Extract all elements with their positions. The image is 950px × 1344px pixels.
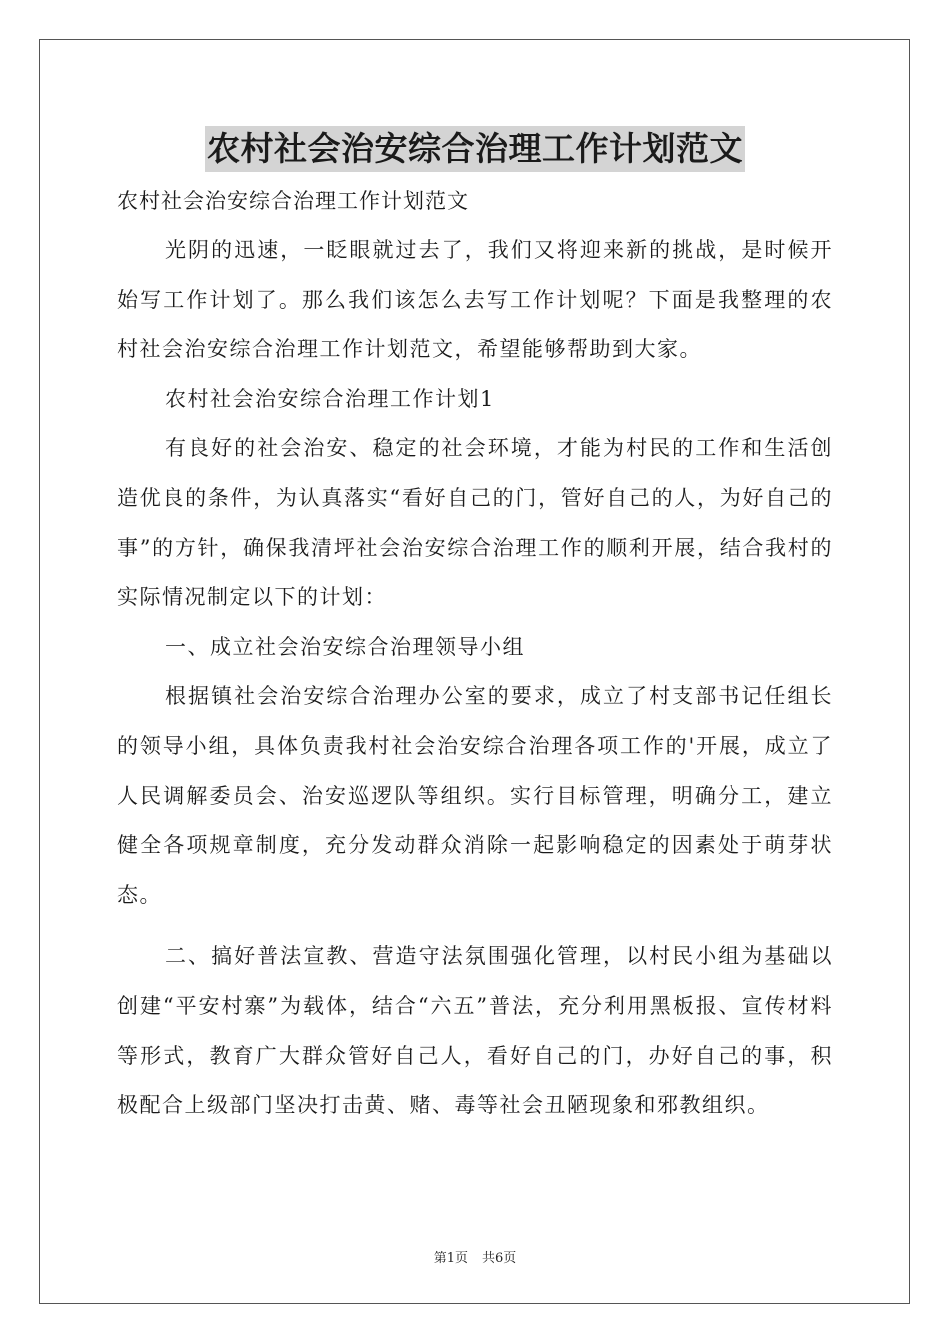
intro-paragraph: 光阴的迅速，一眨眼就过去了，我们又将迎来新的挑战，是时候开始写工作计划了。那么我们该怎么去写工作计划呢？下面是我整理的农村社会治安综合治理工作计划范文，希望能够帮助到大家。 — [117, 238, 833, 362]
page-footer — [0, 1247, 950, 1266]
document-title: 农村社会治安综合治理工作计划范文 — [205, 126, 745, 172]
document-subtitle: 农村社会治安综合治理工作计划范文 — [117, 189, 469, 213]
document-body — [117, 176, 833, 1131]
title-container — [0, 126, 950, 172]
section-paragraph-2: 二、搞好普法宣教、营造守法氛围强化管理，以村民小组为基础以创建“平安村寨”为载体，结合“六五”普法，充分利用黑板报、宣传材料等形式，教育广大群众管好自己人，看好自己的门，办好自己的事，积极配合上级部门坚决打击黄、赌、毒等社会丑陋现象和邪教组织。 — [117, 944, 833, 1118]
section-heading-plan-1: 农村社会治安综合治理工作计划1 — [165, 386, 495, 411]
total-pages: 共6页 — [482, 1251, 517, 1266]
page-number: 第1页 — [433, 1251, 468, 1266]
body-paragraph: 有良好的社会治安、稳定的社会环境，才能为村民的工作和生活创造优良的条件，为认真落实“看好自己的门，管好自己的人，为好自己的事”的方针，确保我清坪社会治安综合治理工作的顺利开展，结合我村的实际情况制定以下的计划： — [117, 436, 833, 610]
body-paragraph: 根据镇社会治安综合治理办公室的要求，成立了村支部书记任组长的领导小组，具体负责我村社会治安综合治理各项工作的'开展，成立了人民调解委员会、治安巡逻队等组织。实行目标管理，明确分工，建立健全各项规章制度，充分发动群众消除一起影响稳定的因素处于萌芽状态。 — [117, 684, 833, 907]
section-heading-1: 一、成立社会治安综合治理领导小组 — [165, 634, 525, 659]
